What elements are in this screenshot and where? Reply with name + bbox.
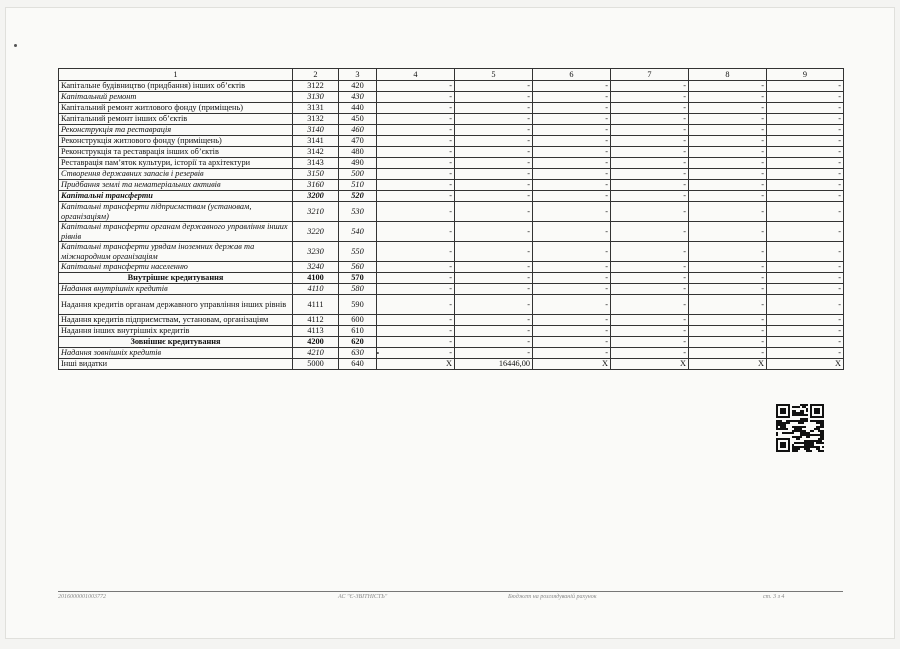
cell-col-9: - [767,284,844,295]
cell-col-9: - [767,180,844,191]
table-row [59,326,844,337]
cell-col-9: - [767,262,844,273]
cell-col-5: - [455,180,533,191]
row-code: 4200 [293,337,339,348]
row-name: Реконструкція та реставрація інших об’єктів [59,147,293,158]
cell-col-8: - [689,103,767,114]
row-line-number: 420 [339,81,377,92]
row-code: 4210 [293,348,339,359]
cell-col-7: - [611,92,689,103]
cell-col-4: - [377,125,455,136]
footer-note: Бюджет на розглядуваній рахунок [508,594,597,600]
cell-col-9: - [767,315,844,326]
row-code: 3141 [293,136,339,147]
cell-col-6: - [533,169,611,180]
document-page [6,8,894,638]
cell-col-8: - [689,315,767,326]
row-name: Надання зовнішніх кредитів [59,348,293,359]
cell-col-4: - [377,147,455,158]
cell-col-4: - [377,284,455,295]
column-header-1: 1 [59,69,293,81]
cell-col-4: - [377,295,455,315]
cell-col-9: - [767,326,844,337]
table-row [59,191,844,202]
row-name: Придбання землі та нематеріальних активів [59,180,293,191]
cell-col-4: - [377,242,455,262]
cell-col-7: - [611,169,689,180]
row-line-number: 530 [339,202,377,222]
row-line-number: 620 [339,337,377,348]
table-row [59,242,844,262]
cell-col-6: - [533,92,611,103]
cell-col-9: - [767,147,844,158]
cell-col-6: - [533,180,611,191]
cell-col-9: - [767,81,844,92]
cell-col-6: - [533,242,611,262]
cell-col-9: - [767,295,844,315]
cell-col-5: - [455,222,533,242]
cell-col-9: X [767,359,844,370]
row-name: Капітальний ремонт інших об’єктів [59,114,293,125]
cell-col-4: - [377,81,455,92]
cell-col-4: - [377,273,455,284]
column-header-7: 7 [611,69,689,81]
cell-col-4: - [377,92,455,103]
row-name: Капітальні трансферти підприємствам (установам, організаціям) [59,202,293,222]
cell-col-8: - [689,180,767,191]
cell-col-8: - [689,169,767,180]
cell-col-4: - [377,169,455,180]
table-row [59,81,844,92]
row-name: Капітальні трансферти [59,191,293,202]
row-code: 3210 [293,202,339,222]
footer-doc-id: 2016000001003772 [58,594,106,600]
cell-col-7: - [611,315,689,326]
row-line-number: 540 [339,222,377,242]
cell-col-5: - [455,125,533,136]
cell-col-5: - [455,202,533,222]
cell-col-5: - [455,92,533,103]
cell-col-4: - [377,103,455,114]
cell-col-4: - [377,348,455,359]
cell-col-7: - [611,202,689,222]
row-line-number: 610 [339,326,377,337]
row-code: 3230 [293,242,339,262]
row-line-number: 510 [339,180,377,191]
row-name: Надання кредитів органам державного управління інших рівнів [59,295,293,315]
row-line-number: 630 [339,348,377,359]
row-line-number: 600 [339,315,377,326]
cell-col-5: - [455,191,533,202]
cell-col-4: - [377,337,455,348]
cell-col-8: - [689,348,767,359]
cell-col-8: - [689,262,767,273]
cell-col-6: - [533,273,611,284]
cell-col-8: X [689,359,767,370]
column-header-5: 5 [455,69,533,81]
row-code: 3150 [293,169,339,180]
row-code: 3132 [293,114,339,125]
cell-col-4: - [377,262,455,273]
row-name: Інші видатки [59,359,293,370]
cell-col-8: - [689,284,767,295]
cell-col-6: - [533,326,611,337]
row-name: Внутрішнє кредитування [59,273,293,284]
cell-col-6: - [533,158,611,169]
cell-col-5: - [455,337,533,348]
row-name: Капітальні трансферти населенню [59,262,293,273]
cell-col-7: - [611,114,689,125]
cell-col-6: X [533,359,611,370]
cell-col-8: - [689,158,767,169]
cell-col-8: - [689,125,767,136]
cell-col-6: - [533,103,611,114]
cell-col-5: 16446,00 [455,359,533,370]
cell-col-5: - [455,103,533,114]
cell-col-6: - [533,136,611,147]
qr-code [776,404,824,452]
cell-col-8: - [689,222,767,242]
cell-col-8: - [689,92,767,103]
row-line-number: 570 [339,273,377,284]
table-row [59,273,844,284]
row-line-number: 520 [339,191,377,202]
cell-col-7: - [611,222,689,242]
row-line-number: 580 [339,284,377,295]
row-code: 3142 [293,147,339,158]
cell-col-6: - [533,337,611,348]
cell-col-6: - [533,81,611,92]
row-line-number: 500 [339,169,377,180]
cell-col-9: - [767,169,844,180]
cell-col-7: - [611,81,689,92]
row-code: 3130 [293,92,339,103]
footer-page-number: ст. 3 з 4 [763,594,785,600]
row-line-number: 450 [339,114,377,125]
cell-col-6: - [533,191,611,202]
cell-col-5: - [455,81,533,92]
table-row [59,348,844,359]
cell-col-5: - [455,295,533,315]
cell-col-4: - [377,202,455,222]
cell-col-4: - [377,114,455,125]
table-row [59,169,844,180]
cell-col-4: - [377,180,455,191]
cell-col-5: - [455,273,533,284]
table-row [59,125,844,136]
cell-col-9: - [767,191,844,202]
row-code: 3140 [293,125,339,136]
column-header-4: 4 [377,69,455,81]
cell-col-6: - [533,125,611,136]
cell-col-7: - [611,147,689,158]
row-code: 3200 [293,191,339,202]
row-name: Надання інших внутрішніх кредитів [59,326,293,337]
table-row [59,359,844,370]
row-name: Надання кредитів підприємствам, установам, організаціям [59,315,293,326]
row-code: 4113 [293,326,339,337]
table-row [59,222,844,242]
cell-col-4: X [377,359,455,370]
cell-col-5: - [455,262,533,273]
row-line-number: 490 [339,158,377,169]
cell-col-8: - [689,337,767,348]
cell-col-8: - [689,273,767,284]
cell-col-6: - [533,295,611,315]
row-name: Створення державних запасів і резервів [59,169,293,180]
cell-col-8: - [689,295,767,315]
cell-col-8: - [689,147,767,158]
row-name: Капітальні трансферти органам державного управління інших рівнів [59,222,293,242]
table-row [59,337,844,348]
table-row [59,92,844,103]
row-code: 4110 [293,284,339,295]
table-row [59,315,844,326]
row-line-number: 550 [339,242,377,262]
cell-col-8: - [689,114,767,125]
row-name: Зовнішнє кредитування [59,337,293,348]
row-name: Реставрація пам’яток культури, історії та архітектури [59,158,293,169]
cell-col-5: - [455,242,533,262]
cell-col-9: - [767,242,844,262]
cell-col-8: - [689,136,767,147]
row-name: Реконструкція житлового фонду (приміщень) [59,136,293,147]
cell-col-7: - [611,158,689,169]
row-line-number: 640 [339,359,377,370]
row-code: 3240 [293,262,339,273]
table-row [59,147,844,158]
expenditure-table [58,68,844,370]
row-code: 4112 [293,315,339,326]
column-number-header [59,69,844,81]
scan-speck [14,44,17,47]
cell-col-6: - [533,202,611,222]
cell-col-7: - [611,125,689,136]
table-row [59,202,844,222]
cell-col-8: - [689,242,767,262]
row-name: Капітальний ремонт [59,92,293,103]
cell-col-6: - [533,348,611,359]
cell-col-4: - [377,326,455,337]
table-row [59,284,844,295]
cell-col-5: - [455,169,533,180]
cell-col-9: - [767,348,844,359]
row-code: 5000 [293,359,339,370]
table-row [59,114,844,125]
cell-col-5: - [455,147,533,158]
row-name: Капітальні трансферти урядам іноземних держав та міжнародним організаціям [59,242,293,262]
cell-col-9: - [767,273,844,284]
cell-col-7: - [611,348,689,359]
column-header-9: 9 [767,69,844,81]
cell-col-5: - [455,136,533,147]
table-row [59,295,844,315]
cell-col-7: - [611,136,689,147]
cell-col-7: - [611,103,689,114]
cell-col-9: - [767,136,844,147]
cell-col-5: - [455,284,533,295]
row-code: 3122 [293,81,339,92]
cell-col-9: - [767,202,844,222]
cell-col-6: - [533,262,611,273]
column-header-8: 8 [689,69,767,81]
table-row [59,136,844,147]
cell-col-7: - [611,242,689,262]
row-line-number: 470 [339,136,377,147]
footer-system: АС "Є-ЗВІТНІСТЬ" [338,594,388,600]
cell-col-9: - [767,92,844,103]
cell-col-9: - [767,114,844,125]
table-body [59,81,844,370]
cell-col-6: - [533,284,611,295]
cell-col-5: - [455,326,533,337]
cell-col-4: - [377,158,455,169]
cell-col-8: - [689,202,767,222]
cell-col-6: - [533,222,611,242]
cell-col-8: - [689,326,767,337]
cell-col-4: - [377,315,455,326]
row-name: Надання внутрішніх кредитів [59,284,293,295]
row-code: 4100 [293,273,339,284]
cell-col-8: - [689,191,767,202]
cell-col-5: - [455,315,533,326]
table-row [59,103,844,114]
row-code: 3131 [293,103,339,114]
cell-col-7: - [611,273,689,284]
row-line-number: 560 [339,262,377,273]
cell-col-4: - [377,136,455,147]
row-code: 4111 [293,295,339,315]
cell-col-7: - [611,326,689,337]
row-name: Капітальний ремонт житлового фонду (приміщень) [59,103,293,114]
row-line-number: 460 [339,125,377,136]
cell-col-7: - [611,284,689,295]
column-header-3: 3 [339,69,377,81]
cell-col-9: - [767,158,844,169]
row-line-number: 590 [339,295,377,315]
cell-col-6: - [533,315,611,326]
row-code: 3160 [293,180,339,191]
cell-col-9: - [767,103,844,114]
page-footer [58,591,843,604]
row-name: Капітальне будівництво (придбання) інших об’єктів [59,81,293,92]
cell-col-9: - [767,125,844,136]
table-row [59,158,844,169]
table-row [59,262,844,273]
row-line-number: 480 [339,147,377,158]
cell-col-4: - [377,222,455,242]
row-code: 3143 [293,158,339,169]
cell-col-9: - [767,222,844,242]
row-name: Реконструкція та реставрація [59,125,293,136]
cell-col-5: - [455,114,533,125]
row-code: 3220 [293,222,339,242]
table-row [59,180,844,191]
column-header-6: 6 [533,69,611,81]
row-line-number: 440 [339,103,377,114]
cell-col-9: - [767,337,844,348]
row-line-number: 430 [339,92,377,103]
cell-col-7: - [611,295,689,315]
cell-col-7: - [611,337,689,348]
cell-col-6: - [533,147,611,158]
cell-col-7: - [611,180,689,191]
cell-col-7: - [611,191,689,202]
cell-col-8: - [689,81,767,92]
cell-col-7: - [611,262,689,273]
cell-col-4: - [377,191,455,202]
cell-col-5: - [455,158,533,169]
cell-col-5: - [455,348,533,359]
column-header-2: 2 [293,69,339,81]
cell-col-6: - [533,114,611,125]
cell-col-7: X [611,359,689,370]
